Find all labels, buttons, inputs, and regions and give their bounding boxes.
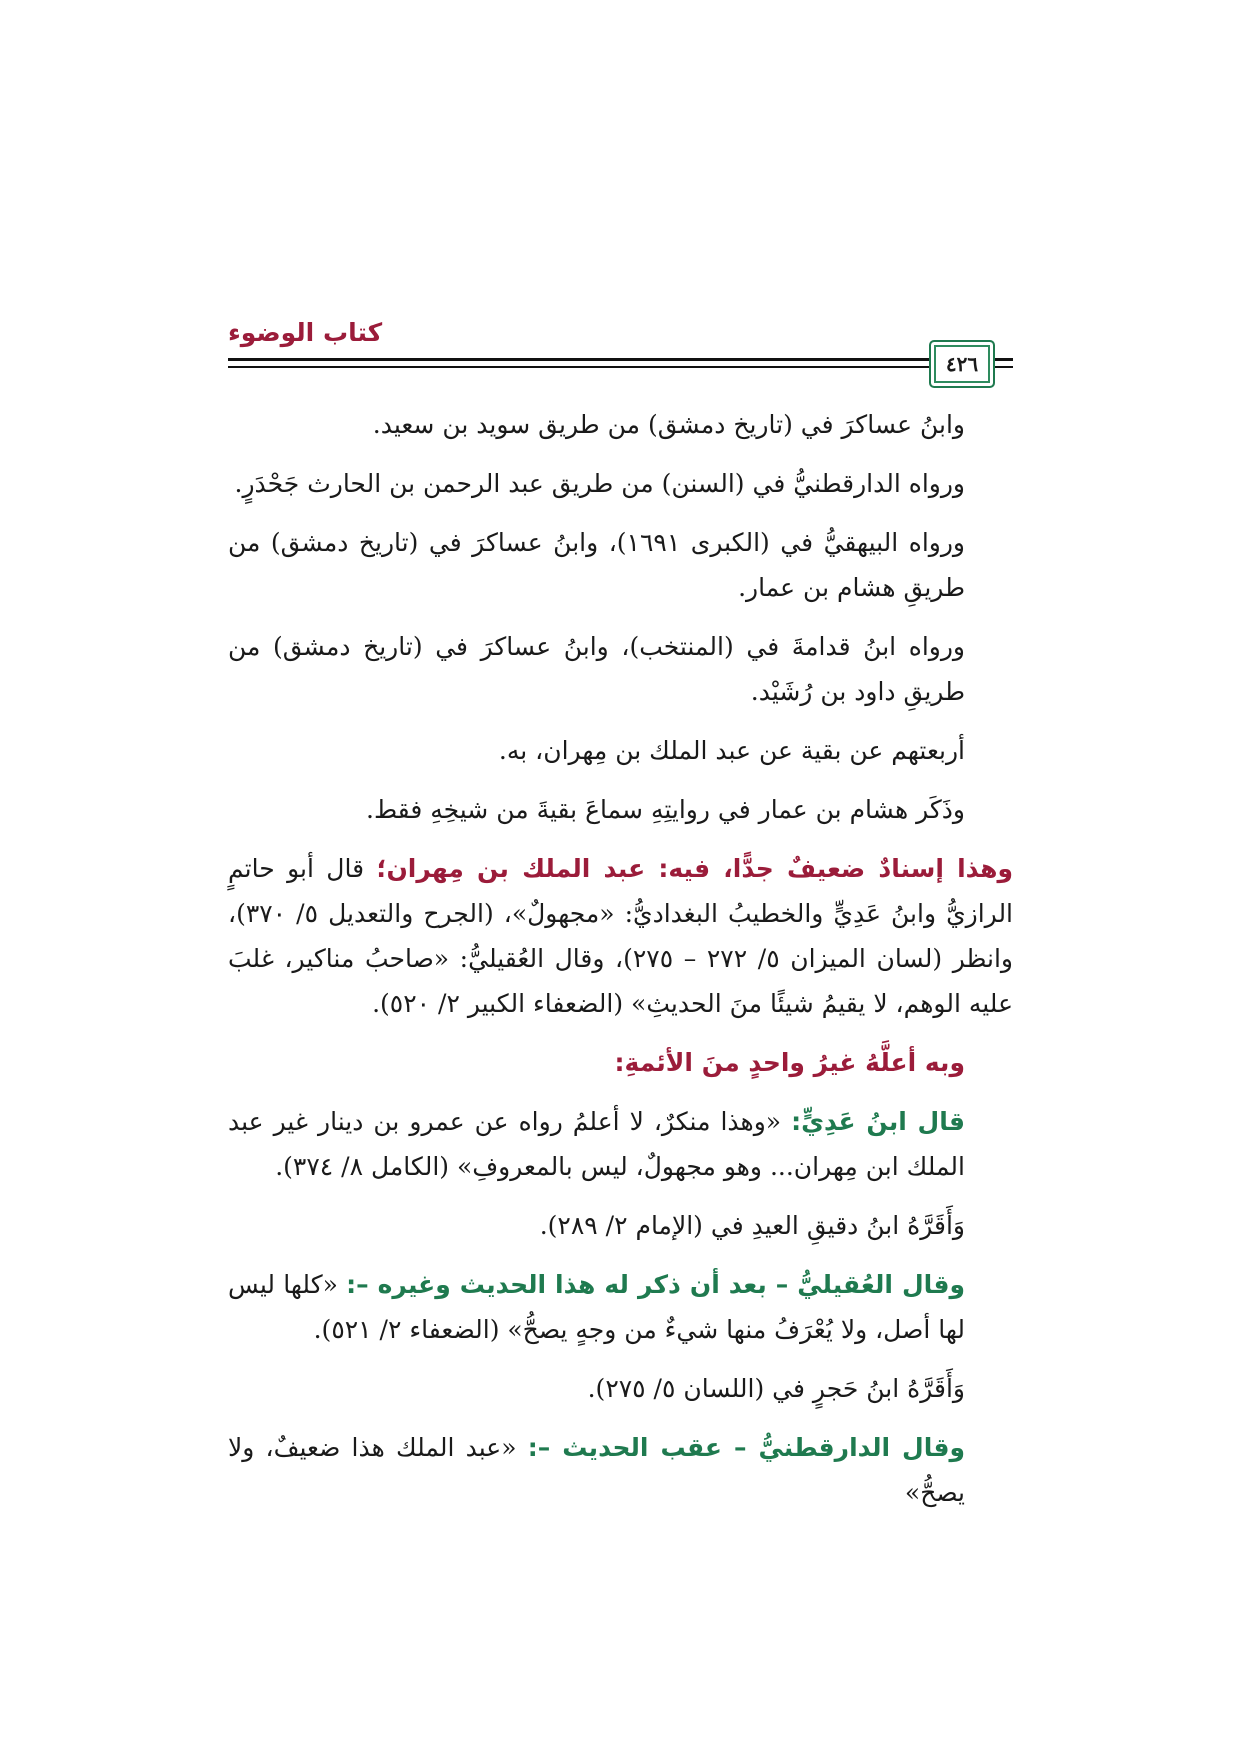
quote-paragraph: [228, 1366, 1013, 1411]
quote-text: «عبد الملك هذا ضعيفٌ، ولا يصحُّ»: [228, 1433, 965, 1507]
section-heading-text: وبه أعلَّهُ غيرُ واحدٍ منَ الأئمةِ:: [614, 1048, 965, 1077]
section-heading: [228, 1040, 1013, 1085]
quote-text: «وهذا منكرٌ، لا أعلمُ رواه عن عمرو بن دينار غير عبد الملك ابن مِهران... وهو مجهولٌ، ليس بالمعروفِ» (الكامل ٨/ ٣٧٤).: [228, 1107, 965, 1181]
header-rule: [228, 358, 1013, 361]
paragraph: ورواه البيهقيُّ في (الكبرى ١٦٩١)، وابنُ عساكرَ في (تاريخ دمشق) من طريقِ هشام بن عمار.: [228, 528, 965, 602]
paragraph: ورواه الدارقطنيُّ في (السنن) من طريق عبد الرحمن بن الحارث جَحْدَرٍ.: [234, 469, 965, 498]
page-number: ٤٢٦: [945, 352, 979, 376]
quote-text: وَأَقَرَّهُ ابنُ حَجرٍ في (اللسان ٥/ ٢٧٥).: [587, 1374, 965, 1403]
isnad-paragraph: [228, 846, 1013, 1026]
paragraph: ورواه ابنُ قدامةَ في (المنتخب)، وابنُ عساكرَ في (تاريخ دمشق) من طريقِ داود بن رُشَيْد.: [228, 632, 965, 706]
quote-speaker: وقال العُقيليُّ – بعد أن ذكر له هذا الحديث وغيره –:: [346, 1270, 965, 1299]
paragraph: أربعتهم عن بقية عن عبد الملك بن مِهران، به.: [498, 736, 965, 765]
isnad-text: قال أبو حاتمٍ الرازيُّ وابنُ عَدِيٍّ والخطيبُ البغداديُّ: «مجهولٌ»، (الجرح والتعديل ٥/ ٣٧٠)، وانظر (لسان الميزان ٥/ ٢٧٢ – ٢٧٥)، وقال العُقيليُّ: «صاحبُ مناكير، غلبَ عليه الوهم، لا يقيمُ شيئًا منَ الحديثِ» (الضعفاء الكبير ٢/ ٥٢٠).: [228, 854, 1014, 1018]
quote-paragraph: [228, 1099, 1013, 1189]
quote-paragraph: [228, 1203, 1013, 1248]
page-body: [228, 402, 1013, 1529]
quote-text: «كلها ليس لها أصل، ولا يُعْرَفُ منها شيءٌ من وجهٍ يصحُّ» (الضعفاء ٢/ ٥٢١).: [228, 1270, 965, 1344]
quote-speaker: قال ابنُ عَدِيٍّ:: [791, 1107, 966, 1136]
page-number-badge: [929, 340, 995, 388]
quote-paragraph: [228, 1425, 1013, 1515]
quote-speaker: وقال الدارقطنيُّ – عقب الحديث –:: [527, 1433, 966, 1462]
book-title: كتاب الوضوء: [228, 318, 383, 347]
paragraph: وذَكَر هشام بن عمار في روايتِهِ سماعَ بقيةَ من شيخِهِ فقط.: [366, 795, 965, 824]
header-rule-thin: [228, 366, 1013, 368]
quote-text: وَأَقَرَّهُ ابنُ دقيقِ العيدِ في (الإمام ٢/ ٢٨٩).: [539, 1211, 965, 1240]
paragraph: وابنُ عساكرَ في (تاريخ دمشق) من طريق سويد بن سعيد.: [372, 410, 965, 439]
quote-paragraph: [228, 1262, 1013, 1352]
page-header: [228, 318, 1013, 390]
isnad-ruling: وهذا إسنادٌ ضعيفٌ جدًّا، فيه: عبد الملك بن مِهران؛: [376, 854, 1013, 883]
